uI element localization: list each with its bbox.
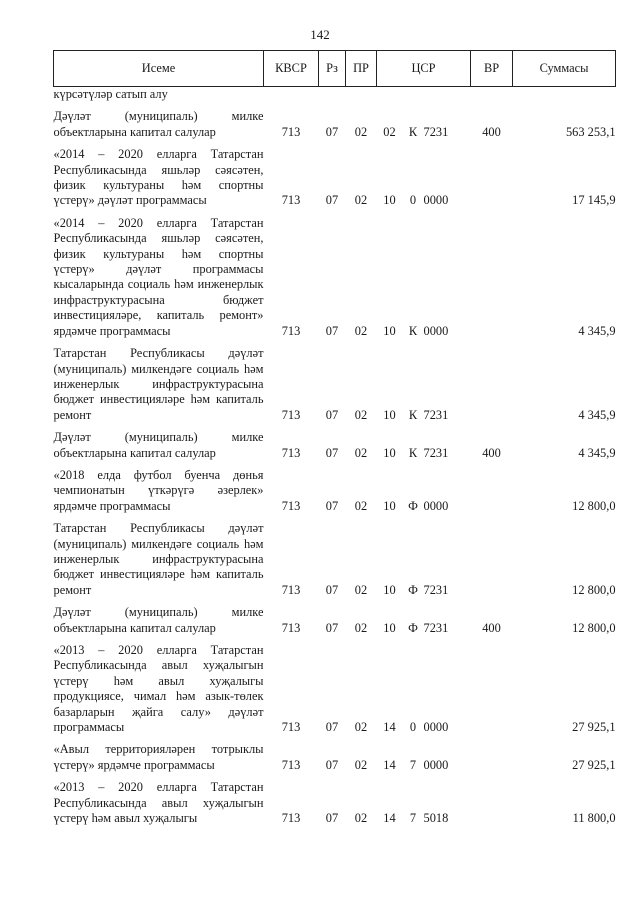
row-rz-cell: 07 bbox=[325, 757, 339, 772]
row-kvsr-cell: 713 bbox=[281, 811, 301, 826]
row-csr-direction-cell: 5018 bbox=[423, 811, 449, 826]
row-kvsr-cell: 713 bbox=[281, 445, 301, 460]
row-rz-cell: 07 bbox=[325, 811, 339, 826]
row-name-cell: «Авыл территорияләрен тотрыклы үстерү» ярдәмче программасы bbox=[53, 742, 264, 772]
table-row bbox=[54, 339, 616, 423]
row-csr-direction-cell: 7231 bbox=[423, 620, 449, 635]
row-kvsr-cell: 713 bbox=[281, 582, 301, 597]
row-rz-cell: 07 bbox=[325, 720, 339, 735]
row-name-cell: «2014 – 2020 елларга Татарстан Республикасында яшьләр сәясәтен, физик культураны һәм спортны үстерү» дәүләт программасы bbox=[53, 147, 264, 208]
row-csr-program-cell: 14 bbox=[383, 811, 396, 826]
row-rz-cell: 07 bbox=[325, 323, 339, 338]
row-kvsr-cell: 713 bbox=[281, 407, 301, 422]
row-vr-cell: 400 bbox=[482, 445, 501, 460]
table-row bbox=[54, 423, 616, 461]
row-rz-cell bbox=[319, 87, 346, 103]
row-sum-cell: 12 800,0 bbox=[572, 498, 616, 513]
row-csr-subprogram-cell bbox=[403, 87, 424, 103]
row-kvsr-cell: 713 bbox=[281, 323, 301, 338]
row-csr-subprogram-cell: Ф bbox=[408, 620, 418, 635]
row-rz-cell: 07 bbox=[325, 498, 339, 513]
row-sum-cell: 12 800,0 bbox=[572, 620, 616, 635]
row-csr-program-cell: 02 bbox=[383, 124, 396, 139]
row-csr-subprogram-cell: 0 bbox=[409, 720, 417, 735]
table-row bbox=[54, 461, 616, 514]
row-kvsr-cell: 713 bbox=[281, 720, 301, 735]
row-vr-cell: 400 bbox=[482, 124, 501, 139]
header-kvsr: КВСР bbox=[264, 51, 319, 87]
row-name-cell: Татарстан Республикасы дәүләт (муниципаль) милкендәге социаль һәм инженерлык инфраструктурасына бюджет инвестицияләре һәм капиталь ремонт bbox=[53, 346, 264, 422]
row-csr-program-cell: 10 bbox=[383, 620, 396, 635]
row-csr-program-cell: 10 bbox=[383, 445, 396, 460]
table-row bbox=[54, 87, 616, 103]
row-pr-cell: 02 bbox=[354, 323, 368, 338]
budget-table bbox=[53, 50, 616, 826]
row-sum-cell: 27 925,1 bbox=[572, 720, 616, 735]
row-pr-cell: 02 bbox=[354, 407, 368, 422]
row-csr-subprogram-cell: 7 bbox=[409, 757, 417, 772]
row-rz-cell: 07 bbox=[325, 407, 339, 422]
row-vr-cell bbox=[471, 461, 513, 514]
row-rz-cell: 07 bbox=[325, 124, 339, 139]
row-csr-program-cell: 10 bbox=[383, 323, 396, 338]
row-kvsr-cell: 713 bbox=[281, 193, 301, 208]
table-row bbox=[54, 773, 616, 826]
row-pr-cell: 02 bbox=[354, 620, 368, 635]
header-name: Исеме bbox=[54, 51, 264, 87]
row-vr-cell bbox=[471, 87, 513, 103]
row-vr-cell: 400 bbox=[482, 620, 501, 635]
row-csr-direction-cell bbox=[424, 87, 471, 103]
row-csr-direction-cell: 7231 bbox=[423, 124, 449, 139]
row-csr-program-cell: 10 bbox=[383, 193, 396, 208]
row-csr-subprogram-cell: К bbox=[408, 445, 418, 460]
row-name-cell: Дәүләт (муниципаль) милке объектларына капитал салулар bbox=[53, 109, 264, 139]
row-vr-cell bbox=[471, 636, 513, 735]
row-sum-cell: 4 345,9 bbox=[578, 407, 616, 422]
table-row bbox=[54, 735, 616, 773]
row-csr-subprogram-cell: 7 bbox=[409, 811, 417, 826]
row-rz-cell: 07 bbox=[325, 193, 339, 208]
row-csr-program-cell: 14 bbox=[383, 720, 396, 735]
row-vr-cell bbox=[471, 339, 513, 423]
row-pr-cell bbox=[346, 87, 377, 103]
table-body bbox=[54, 87, 616, 827]
page-number: 142 bbox=[310, 27, 330, 42]
row-kvsr-cell: 713 bbox=[281, 757, 301, 772]
row-csr-subprogram-cell: К bbox=[408, 323, 418, 338]
header-sum: Суммасы bbox=[513, 51, 616, 87]
row-sum-cell: 12 800,0 bbox=[572, 582, 616, 597]
row-pr-cell: 02 bbox=[354, 124, 368, 139]
row-kvsr-cell: 713 bbox=[281, 620, 301, 635]
row-sum-cell: 4 345,9 bbox=[578, 445, 616, 460]
row-kvsr-cell: 713 bbox=[281, 124, 301, 139]
row-sum-cell: 4 345,9 bbox=[578, 323, 616, 338]
table-row bbox=[54, 636, 616, 735]
row-name-cell: Дәүләт (муниципаль) милке объектларына капитал салулар bbox=[53, 430, 264, 460]
row-csr-subprogram-cell: К bbox=[408, 407, 418, 422]
table-row bbox=[54, 598, 616, 636]
table-row bbox=[54, 140, 616, 209]
row-sum-cell: 27 925,1 bbox=[572, 757, 616, 772]
row-name-cell: «2013 – 2020 елларга Татарстан Республикасында авыл хуҗалыгын үстерү һәм авыл хуҗалыгы bbox=[53, 780, 264, 826]
row-sum-cell: 11 800,0 bbox=[572, 811, 616, 826]
row-csr-program-cell: 10 bbox=[383, 498, 396, 513]
row-csr-direction-cell: 7231 bbox=[423, 445, 449, 460]
header-csr: ЦСР bbox=[377, 51, 471, 87]
row-csr-direction-cell: 0000 bbox=[423, 498, 449, 513]
row-vr-cell bbox=[471, 140, 513, 209]
row-rz-cell: 07 bbox=[325, 445, 339, 460]
row-pr-cell: 02 bbox=[354, 498, 368, 513]
table-row bbox=[54, 102, 616, 140]
row-sum-cell bbox=[513, 87, 616, 103]
row-name-cell: Татарстан Республикасы дәүләт (муниципаль) милкендәге социаль һәм инженерлык инфраструктурасына бюджет инвестицияләре һәм капиталь ремонт bbox=[53, 521, 264, 597]
row-csr-subprogram-cell: Ф bbox=[408, 498, 418, 513]
row-csr-program-cell: 10 bbox=[383, 582, 396, 597]
header-rz: Рз bbox=[319, 51, 346, 87]
row-rz-cell: 07 bbox=[325, 620, 339, 635]
row-csr-subprogram-cell: 0 bbox=[409, 193, 417, 208]
table-row bbox=[54, 209, 616, 339]
row-pr-cell: 02 bbox=[354, 720, 368, 735]
row-sum-cell: 563 253,1 bbox=[565, 124, 616, 139]
row-kvsr-cell: 713 bbox=[281, 498, 301, 513]
header-pr: ПР bbox=[346, 51, 377, 87]
row-csr-direction-cell: 0000 bbox=[423, 323, 449, 338]
row-pr-cell: 02 bbox=[354, 445, 368, 460]
row-vr-cell bbox=[471, 773, 513, 826]
row-sum-cell: 17 145,9 bbox=[572, 193, 616, 208]
row-csr-direction-cell: 0000 bbox=[423, 720, 449, 735]
row-pr-cell: 02 bbox=[354, 757, 368, 772]
row-kvsr-cell bbox=[264, 87, 319, 103]
row-name-cell: «2014 – 2020 елларга Татарстан Республикасында яшьләр сәясәтен, физик культураны һәм спортны үстерү» дәүләт программасы кысаларында социаль һәм инженерлык инфраструктурасына бюджет инвестицияләре, капиталь ремонт» ярдәмче программасы bbox=[53, 215, 264, 338]
table-header-row bbox=[54, 51, 616, 87]
row-vr-cell bbox=[471, 514, 513, 598]
row-csr-program-cell: 14 bbox=[383, 757, 396, 772]
row-csr-subprogram-cell: К bbox=[408, 124, 418, 139]
row-pr-cell: 02 bbox=[354, 582, 368, 597]
row-csr-subprogram-cell: Ф bbox=[408, 582, 418, 597]
row-csr-program-cell: 10 bbox=[383, 407, 396, 422]
row-rz-cell: 07 bbox=[325, 582, 339, 597]
row-name-cell: күрсәтүләр сатып алу bbox=[53, 87, 168, 101]
row-csr-direction-cell: 0000 bbox=[423, 757, 449, 772]
row-csr-direction-cell: 7231 bbox=[423, 407, 449, 422]
row-vr-cell bbox=[471, 735, 513, 773]
row-name-cell: Дәүләт (муниципаль) милке объектларына капитал салулар bbox=[53, 605, 264, 635]
row-vr-cell bbox=[471, 209, 513, 339]
row-csr-program-cell bbox=[377, 87, 403, 103]
header-vr: ВР bbox=[471, 51, 513, 87]
row-name-cell: «2018 елда футбол буенча дөнья чемпионатын үткәрүгә әзерлек» ярдәмче программасы bbox=[53, 467, 264, 513]
table-row bbox=[54, 514, 616, 598]
row-name-cell: «2013 – 2020 елларга Татарстан Республикасында авыл хуҗалыгын үстерү һәм авыл хуҗалыгы продукциясе, чимал һәм азык-төлек базарларын җайга салу» дәүләт программасы bbox=[53, 643, 264, 735]
row-pr-cell: 02 bbox=[354, 811, 368, 826]
row-csr-direction-cell: 7231 bbox=[423, 582, 449, 597]
row-pr-cell: 02 bbox=[354, 193, 368, 208]
row-csr-direction-cell: 0000 bbox=[423, 193, 449, 208]
